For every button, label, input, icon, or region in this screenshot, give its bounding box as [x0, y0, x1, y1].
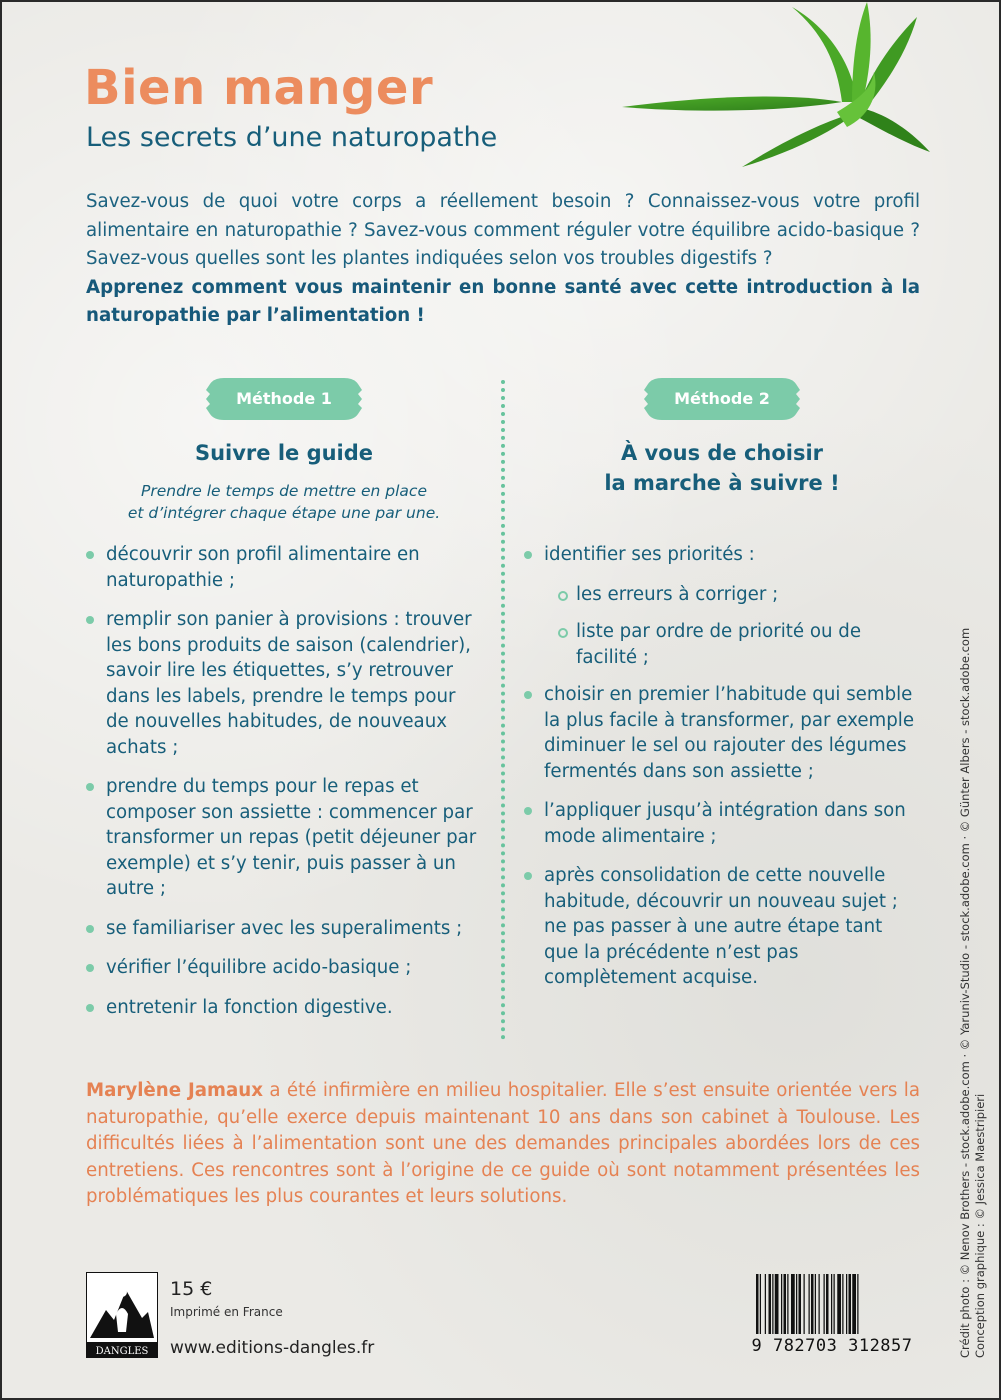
- author-name: Marylène Jamaux: [86, 1080, 263, 1101]
- bullet-icon: [86, 1004, 94, 1012]
- bullet-icon: [86, 551, 94, 559]
- method-2-label: Méthode 2: [674, 389, 770, 408]
- method-1-subtitle-line-2: et d’intégrer chaque étape une par une.: [127, 504, 441, 522]
- method-1-label: Méthode 1: [236, 389, 332, 408]
- author-bio-text: a été infirmière en milieu hospitalier. Elle s’est ensuite orientée vers la naturopathie, qu’elle exerce depuis maintenant 10 ans dans son cabinet à Toulouse. Les difficultés liées à l’alimentation sont une des demandes principales abordées lors de ces entretiens. Ces rencontres sont à l’origine de ce guide où sont notamment présentées les problématiques les plus courantes et leurs solutions.: [86, 1080, 920, 1207]
- list-item: [86, 542, 478, 593]
- list-item-text: découvrir son profil alimentaire en naturopathie ;: [106, 544, 420, 591]
- list-item-text: liste par ordre de priorité ou de facilité ;: [576, 621, 862, 668]
- photo-credits-line-2: Conception graphique : © Jessica Maestripieri: [973, 1093, 987, 1358]
- method-2-title-line-1: À vous de choisir: [620, 441, 824, 465]
- method-1-list: [86, 542, 478, 1034]
- list-item-text: entretenir la fonction digestive.: [106, 996, 393, 1018]
- price: 15 €: [170, 1278, 213, 1300]
- list-item-text: identifier ses priorités :: [544, 544, 755, 565]
- bullet-icon: [86, 925, 94, 933]
- list-item-text: vérifier l’équilibre acido-basique ;: [106, 957, 412, 978]
- method-1-badge: [204, 374, 364, 424]
- sub-list-item: [524, 619, 920, 670]
- printed-in: Imprimé en France: [170, 1305, 283, 1319]
- method-1-subtitle-line-1: Prendre le temps de mettre en place: [141, 482, 427, 500]
- intro-paragraph: [86, 188, 920, 331]
- list-item-text: remplir son panier à provisions : trouver les bons produits de saison (calendrier), savoir lire les étiquettes, s’y retrouver dans les labels, prendre le temps pour de nouvelles habitudes, de nouveaux achats ;: [106, 609, 472, 758]
- bullet-icon: [86, 783, 94, 791]
- list-item: [86, 607, 478, 760]
- method-1-title: Suivre le guide: [194, 441, 374, 465]
- list-item: [86, 955, 478, 981]
- publisher-name: DANGLES: [95, 1346, 149, 1357]
- isbn-number: 9 782703 312857: [751, 1336, 913, 1356]
- bullet-icon: [86, 616, 94, 624]
- method-2-badge: [642, 374, 802, 424]
- bullet-icon: [524, 551, 532, 559]
- bullet-icon: [86, 964, 94, 972]
- sub-list-item: [524, 582, 920, 608]
- list-item-text: prendre du temps pour le repas et composer son assiette : commencer par transformer un repas (petit déjeuner par exemple) et s’y tenir, puis passer à un autre ;: [106, 776, 477, 899]
- bullet-icon: [524, 691, 532, 699]
- list-item-text: l’appliquer jusqu’à intégration dans son mode alimentaire ;: [544, 800, 906, 847]
- list-item: [524, 798, 920, 849]
- list-item: [86, 916, 478, 942]
- circle-bullet-icon: [558, 591, 568, 601]
- intro-bold-text: Apprenez comment vous maintenir en bonne santé avec cette introduction à la naturopathie par l’alimentation !: [86, 276, 920, 326]
- list-item: [524, 542, 920, 568]
- bullet-icon: [524, 807, 532, 815]
- barcode-image: [754, 1274, 920, 1334]
- method-2-list: [524, 542, 920, 1005]
- publisher-website: www.editions-dangles.fr: [170, 1338, 375, 1358]
- column-divider: [501, 380, 505, 1040]
- intro-text: Savez-vous de quoi votre corps a réellement besoin ? Connaissez-vous votre profil alimentaire en naturopathie ? Savez-vous comment réguler votre équilibre acido-basique ? Savez-vous quelles sont les plantes indiquées selon vos troubles digestifs ?: [86, 191, 920, 269]
- list-item: [524, 682, 920, 784]
- author-bio: [86, 1078, 920, 1211]
- list-item-text: les erreurs à corriger ;: [576, 583, 779, 605]
- list-item-text: se familiariser avec les superaliments ;: [106, 917, 463, 939]
- method-1-subtitle: [86, 480, 482, 524]
- bullet-icon: [524, 872, 532, 880]
- aloe-plant-image: [612, 2, 932, 172]
- publisher-logo: [86, 1272, 158, 1358]
- list-item-text: après consolidation de cette nouvelle habitude, découvrir un nouveau sujet ; ne pas passer à une autre étape tant que la précédente n’est pas complètement acquise.: [544, 865, 898, 988]
- method-2-title-line-2: la marche à suivre !: [604, 471, 840, 495]
- list-item-text: choisir en premier l’habitude qui semble la plus facile à transformer, par exemple diminuer le sel ou rajouter des légumes fermentés dans son assiette ;: [544, 684, 915, 782]
- list-item: [524, 863, 920, 991]
- method-2-title: [524, 438, 920, 498]
- list-item: [86, 774, 478, 902]
- list-item: [86, 995, 478, 1021]
- photo-credits: [958, 598, 988, 1358]
- photo-credits-line-1: Crédit photo : © Nenov Brothers - stock.adobe.com · © Yaruniv-Studio - stock.adobe.com · © Günter Albers - stock.adobe.com: [958, 627, 972, 1358]
- book-subtitle: Les secrets d’une naturopathe: [86, 122, 498, 153]
- circle-bullet-icon: [558, 628, 568, 638]
- book-title: Bien manger: [84, 60, 434, 116]
